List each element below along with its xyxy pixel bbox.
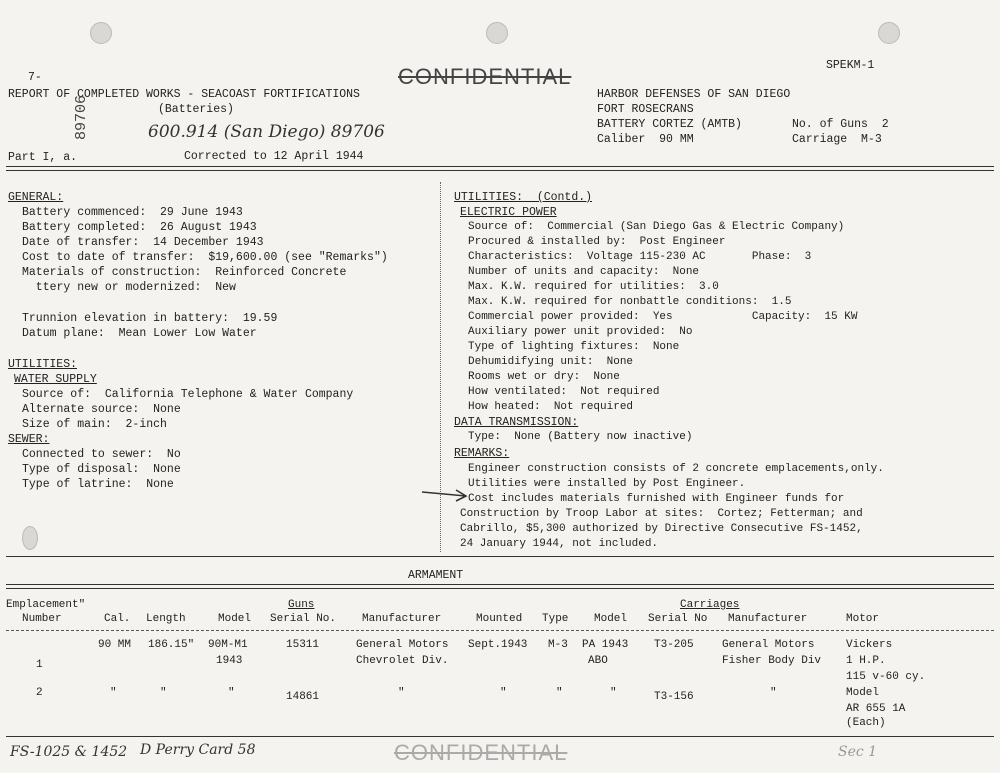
row2-ditto: " <box>770 687 777 699</box>
header-serial: Serial No. <box>270 613 337 625</box>
row2-ditto: " <box>610 687 617 699</box>
row2-serial: 14861 <box>286 691 320 703</box>
row1-mounted: Sept.1943 <box>468 639 528 651</box>
remarks-line: Utilities were installed by Post Engineer. <box>468 478 746 490</box>
sewer-line: Type of latrine: None <box>22 478 174 491</box>
general-line: Battery completed: 26 August 1943 <box>22 221 257 234</box>
confidential-stamp: CONFIDENTIAL <box>398 64 572 89</box>
divider <box>6 588 994 589</box>
row2-number: 2 <box>36 687 43 699</box>
armament-title: ARMAMENT <box>408 569 464 582</box>
remarks-line: 24 January 1944, not included. <box>460 538 659 550</box>
remarks-line: Cost includes materials furnished with Engineer funds for <box>468 493 845 505</box>
footer-note-right: Sec 1 <box>838 744 878 760</box>
header-right-line: Caliber 90 MM <box>597 133 694 146</box>
header-cal: Cal. <box>104 613 131 625</box>
header-model: Model <box>218 613 252 625</box>
confidential-stamp-bottom: CONFIDENTIAL <box>394 740 568 765</box>
row1-manufacturer-div: Chevrolet Div. <box>356 655 449 667</box>
general-line: Battery commenced: 29 June 1943 <box>22 206 243 219</box>
header-number: Number <box>22 613 62 625</box>
data-transmission-heading: DATA TRANSMISSION: <box>454 416 579 429</box>
corrected-date: Corrected to 12 April 1944 <box>184 150 364 163</box>
row1-carriage-manufacturer-div: Fisher Body Div <box>722 655 822 667</box>
remarks-line: Cabrillo, $5,300 authorized by Directive Consecutive FS-1452, <box>460 523 863 535</box>
row2-ditto: " <box>556 687 563 699</box>
header-right-line: BATTERY CORTEZ (AMTB) <box>597 118 742 131</box>
sewer-heading: SEWER: <box>8 433 50 446</box>
report-title: REPORT OF COMPLETED WORKS - SEACOAST FORTIFICATIONS <box>8 88 360 101</box>
page-mark: 7- <box>28 71 42 84</box>
remarks-line: Construction by Troop Labor at sites: Cortez; Fetterman; and <box>460 508 863 520</box>
row2-ditto: " <box>500 687 507 699</box>
remarks-heading: REMARKS: <box>454 447 510 460</box>
general-line: ttery new or modernized: New <box>22 281 236 294</box>
row1-serial: 15311 <box>286 639 320 651</box>
header-mounted: Mounted <box>476 613 523 625</box>
water-line: Source of: California Telephone & Water Company <box>22 388 354 401</box>
water-line: Alternate source: None <box>22 403 181 416</box>
handwritten-reference: 600.914 (San Diego) 89706 <box>148 122 385 142</box>
motor-line: Model <box>846 687 880 699</box>
electric-line: Auxiliary power unit provided: No <box>468 326 693 338</box>
row1-model-year: 1943 <box>216 655 243 667</box>
utilities-contd-heading: UTILITIES: (Contd.) <box>454 191 593 204</box>
electric-line: Characteristics: Voltage 115-230 AC Phase: 3 <box>468 251 812 263</box>
water-line: Size of main: 2-inch <box>22 418 167 431</box>
header-emplacement: Emplacement" <box>6 599 86 611</box>
report-subtitle: (Batteries) <box>158 103 234 116</box>
header-type: Type <box>542 613 569 625</box>
row1-carriage-serial: T3-205 <box>654 639 694 651</box>
header-right-line: HARBOR DEFENSES OF SAN DIEGO <box>597 88 791 101</box>
electric-line: How heated: Not required <box>468 401 634 413</box>
electric-line: Procured & installed by: Post Engineer <box>468 236 726 248</box>
electric-line: How ventilated: Not required <box>468 386 660 398</box>
header-motor: Motor <box>846 613 880 625</box>
header-carriage-serial: Serial No <box>648 613 708 625</box>
carriages-group-heading: Carriages <box>680 599 740 611</box>
remarks-line: Engineer construction consists of 2 concrete emplacements,only. <box>468 463 884 475</box>
header-carriage-manufacturer: Manufacturer <box>728 613 808 625</box>
row1-carriage-manufacturer: General Motors <box>722 639 815 651</box>
header-length: Length <box>146 613 186 625</box>
row1-cal: 90 MM <box>98 639 132 651</box>
row1-number: 1 <box>36 659 43 671</box>
punch-hole <box>22 526 38 550</box>
row1-manufacturer: General Motors <box>356 639 449 651</box>
general-line: Cost to date of transfer: $19,600.00 (see "Remarks") <box>22 251 388 264</box>
footer-note-left: FS-1025 & 1452 <box>10 744 128 760</box>
motor-line: Vickers <box>846 639 893 651</box>
motor-line: (Each) <box>846 717 886 729</box>
utilities-heading: UTILITIES: <box>8 358 78 371</box>
row2-carriage-serial: T3-156 <box>654 691 694 703</box>
general-line: Materials of construction: Reinforced Concrete <box>22 266 347 279</box>
row1-length: 186.15" <box>148 639 195 651</box>
general-line: Datum plane: Mean Lower Low Water <box>22 327 257 340</box>
divider <box>6 584 994 585</box>
divider <box>6 170 994 171</box>
row1-carriage-model2: ABO <box>588 655 608 667</box>
electric-line: Commercial power provided: Yes Capacity: 15 KW <box>468 311 858 323</box>
sewer-line: Type of disposal: None <box>22 463 181 476</box>
punch-hole <box>878 22 900 44</box>
data-line: Type: None (Battery now inactive) <box>468 431 693 443</box>
motor-line: 115 v-60 cy. <box>846 671 926 683</box>
row2-ditto: " <box>228 687 235 699</box>
general-line: Trunnion elevation in battery: 19.59 <box>22 312 278 325</box>
motor-line: 1 H.P. <box>846 655 886 667</box>
header-right-line: FORT ROSECRANS <box>597 103 694 116</box>
number-of-guns: No. of Guns 2 <box>792 118 889 131</box>
water-supply-heading: WATER SUPPLY <box>14 373 97 386</box>
row2-ditto: " <box>398 687 405 699</box>
carriage-label: Carriage M-3 <box>792 133 882 146</box>
row2-ditto: " <box>110 687 117 699</box>
handwritten-arrow-icon <box>420 486 470 504</box>
header-carriage-model: Model <box>594 613 628 625</box>
divider <box>6 736 994 737</box>
punch-hole <box>486 22 508 44</box>
row1-type: M-3 <box>548 639 568 651</box>
guns-group-heading: Guns <box>288 599 315 611</box>
electric-line: Number of units and capacity: None <box>468 266 700 278</box>
row1-model: 90M-M1 <box>208 639 248 651</box>
sewer-line: Connected to sewer: No <box>22 448 181 461</box>
row2-ditto: " <box>160 687 167 699</box>
punch-hole <box>90 22 112 44</box>
divider <box>6 166 994 167</box>
general-heading: GENERAL: <box>8 191 64 204</box>
general-line: Date of transfer: 14 December 1943 <box>22 236 264 249</box>
electric-line: Max. K.W. required for nonbattle conditions: 1.5 <box>468 296 792 308</box>
electric-line: Rooms wet or dry: None <box>468 371 620 383</box>
header-manufacturer: Manufacturer <box>362 613 442 625</box>
part-label: Part I, a. <box>8 151 78 164</box>
electric-line: Max. K.W. required for utilities: 3.0 <box>468 281 719 293</box>
row1-carriage-model: PA 1943 <box>582 639 629 651</box>
divider <box>6 556 994 557</box>
stamp-number: 89706 <box>73 94 90 140</box>
footer-note-mid: D Perry Card 58 <box>140 742 256 758</box>
form-code: SPEKM-1 <box>826 59 875 72</box>
electric-line: Dehumidifying unit: None <box>468 356 634 368</box>
electric-line: Type of lighting fixtures: None <box>468 341 680 353</box>
electric-line: Source of: Commercial (San Diego Gas & Electric Company) <box>468 221 845 233</box>
motor-line: AR 655 1A <box>846 703 906 715</box>
divider <box>6 630 994 631</box>
electric-power-heading: ELECTRIC POWER <box>460 206 557 219</box>
